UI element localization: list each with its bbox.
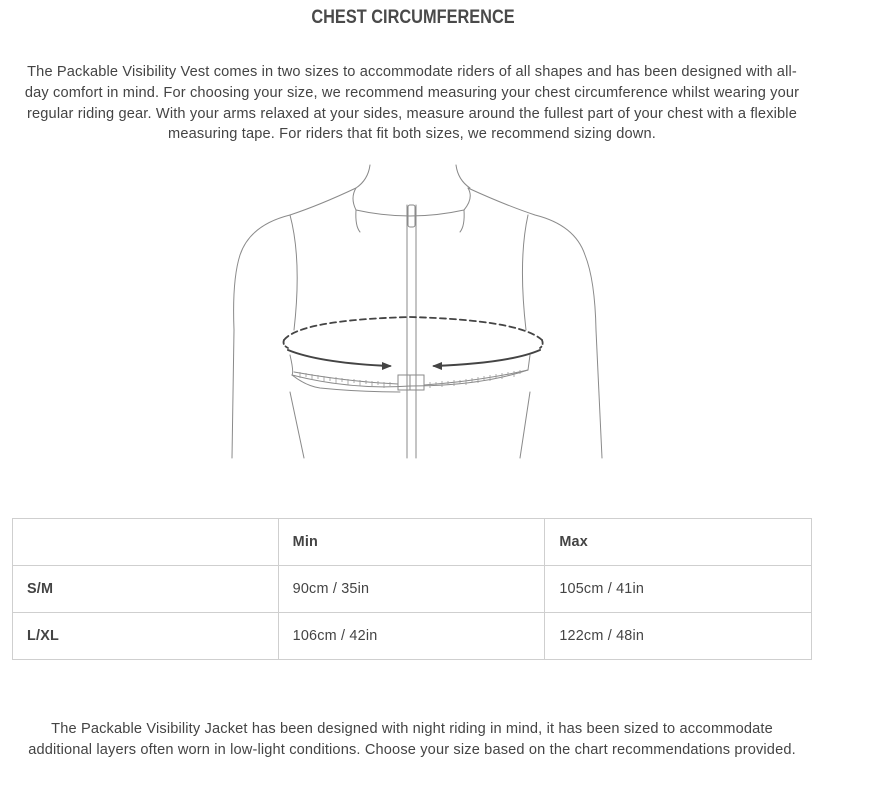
- right-body-side: [520, 392, 530, 458]
- neck-left-line: [356, 165, 370, 188]
- page-title: CHEST CIRCUMFERENCE: [311, 7, 515, 28]
- outro-paragraph: The Packable Visibility Jacket has been designed with night riding in mind, it has been sized to accommodate additional layers often worn in low-light conditions. Choose your size based on the chart recommendations provided.: [28, 721, 796, 758]
- left-arrowhead: [382, 362, 392, 370]
- right-arrowhead: [432, 362, 442, 370]
- table-row: [13, 566, 812, 613]
- right-shoulder-arm-outline: [468, 188, 602, 458]
- table-header-row: [13, 519, 812, 566]
- right-arrow-line: [434, 350, 540, 366]
- size-label: L/XL: [13, 613, 279, 660]
- header-size: [13, 519, 279, 566]
- left-sleeve-seam: [290, 215, 297, 330]
- header-max: Max: [545, 519, 812, 566]
- chest-measurement-illustration: [210, 160, 610, 460]
- measure-dashed-line: [284, 317, 542, 340]
- tape-clip: [398, 375, 424, 390]
- collar-outline: [353, 188, 470, 216]
- min-value: 106cm / 42in: [278, 613, 545, 660]
- tape-right-lower: [424, 370, 528, 385]
- collar-right-front: [460, 210, 464, 232]
- jersey-torso-diagram: [210, 160, 610, 460]
- left-arrow-line: [288, 350, 390, 366]
- table-row: [13, 613, 812, 660]
- header-min: Min: [278, 519, 545, 566]
- tape-left-edge: [294, 372, 398, 384]
- max-value: 105cm / 41in: [545, 566, 812, 613]
- max-value: 122cm / 48in: [545, 613, 812, 660]
- size-chart-table: [12, 518, 812, 660]
- neck-right-line: [456, 165, 470, 188]
- left-body-side: [290, 392, 304, 458]
- right-sleeve-seam: [522, 215, 528, 330]
- collar-left-front: [356, 210, 360, 232]
- intro-paragraph: The Packable Visibility Vest comes in two sizes to accommodate riders of all shapes and has been designed with all-day comfort in mind. For choosing your size, we recommend measuring your chest circumference whilst wearing your regular riding gear. With your arms relaxed at your sides, measure around the fullest part of your chest with a flexible measuring tape. For riders that fit both sizes, we recommend sizing down.: [24, 64, 800, 143]
- min-value: 90cm / 35in: [278, 566, 545, 613]
- left-shoulder-arm-outline: [232, 188, 356, 458]
- size-label: S/M: [13, 566, 279, 613]
